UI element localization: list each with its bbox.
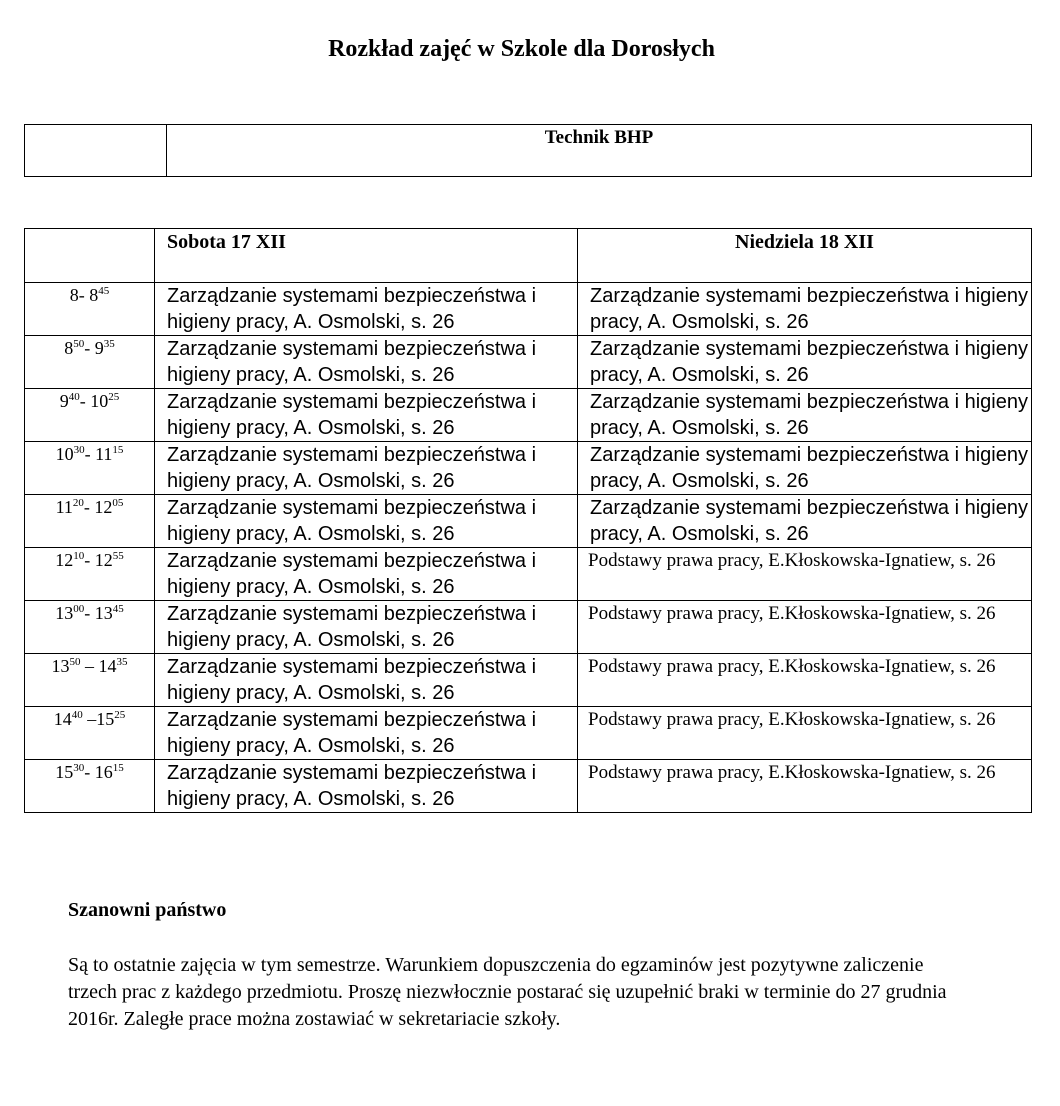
time-slot bbox=[25, 389, 155, 442]
time-slot bbox=[25, 495, 155, 548]
saturday-lesson: Zarządzanie systemami bezpieczeństwa i higieny pracy, A. Osmolski, s. 26 bbox=[155, 601, 578, 654]
time-end-minutes: 45 bbox=[98, 285, 110, 297]
time-end-minutes: 45 bbox=[112, 603, 124, 615]
time-end-minutes: 15 bbox=[112, 444, 124, 456]
sunday-lesson: Podstawy prawa pracy, E.Kłoskowska-Ignatiew, s. 26 bbox=[578, 548, 1032, 601]
time-slot bbox=[25, 548, 155, 601]
time-end-hour: - 10 bbox=[79, 391, 109, 411]
time-end-hour: - 11 bbox=[84, 444, 113, 464]
sunday-lesson: Podstawy prawa pracy, E.Kłoskowska-Ignatiew, s. 26 bbox=[578, 760, 1032, 813]
sunday-lesson: Zarządzanie systemami bezpieczeństwa i higieny pracy, A. Osmolski, s. 26 bbox=[578, 283, 1032, 336]
sunday-lesson: Zarządzanie systemami bezpieczeństwa i higieny pracy, A. Osmolski, s. 26 bbox=[578, 442, 1032, 495]
schedule-row bbox=[25, 495, 1032, 548]
time-start-minutes: 30 bbox=[73, 762, 85, 774]
schedule-row bbox=[25, 760, 1032, 813]
notice-heading: Szanowni państwo bbox=[68, 899, 227, 921]
program-name: Technik BHP bbox=[167, 125, 1032, 177]
time-end-hour: - 12 bbox=[84, 550, 113, 570]
time-end-hour: - 12 bbox=[83, 497, 113, 517]
time-end-minutes: 25 bbox=[108, 391, 120, 403]
sunday-lesson: Zarządzanie systemami bezpieczeństwa i higieny pracy, A. Osmolski, s. 26 bbox=[578, 389, 1032, 442]
time-end-hour: - 13 bbox=[84, 603, 113, 623]
time-start-minutes: 20 bbox=[72, 497, 84, 509]
time-end-hour: - 9 bbox=[84, 338, 104, 358]
sunday-lesson: Podstawy prawa pracy, E.Kłoskowska-Ignatiew, s. 26 bbox=[578, 707, 1032, 760]
program-table bbox=[24, 124, 1032, 177]
schedule-row bbox=[25, 336, 1032, 389]
time-start-hour: 9 bbox=[59, 391, 69, 411]
time-end-minutes: 05 bbox=[112, 497, 124, 509]
saturday-lesson: Zarządzanie systemami bezpieczeństwa i higieny pracy, A. Osmolski, s. 26 bbox=[155, 760, 578, 813]
schedule-header-row bbox=[25, 229, 1032, 283]
schedule-row bbox=[25, 548, 1032, 601]
schedule-body bbox=[25, 283, 1032, 813]
header-time-cell bbox=[25, 229, 155, 283]
saturday-lesson: Zarządzanie systemami bezpieczeństwa i higieny pracy, A. Osmolski, s. 26 bbox=[155, 336, 578, 389]
time-slot bbox=[25, 707, 155, 760]
schedule-table bbox=[24, 228, 1032, 813]
time-end-minutes: 55 bbox=[112, 550, 124, 562]
time-start-hour: 15 bbox=[55, 762, 74, 782]
notice-body: Są to ostatnie zajęcia w tym semestrze. Warunkiem dopuszczenia do egzaminów jest pozytywne zaliczenie trzech prac z każdego przedmiotu. Proszę niezwłocznie postarać się uzupełnić braki w terminie do 27 grudnia 2016r. Zaległe prace można zostawiać w sekretariacie szkoły. bbox=[68, 954, 947, 1030]
time-end-minutes: 35 bbox=[103, 338, 115, 350]
time-start-hour: 10 bbox=[55, 444, 74, 464]
time-slot bbox=[25, 442, 155, 495]
time-start-hour: 13 bbox=[51, 656, 70, 676]
time-slot bbox=[25, 601, 155, 654]
saturday-lesson: Zarządzanie systemami bezpieczeństwa i higieny pracy, A. Osmolski, s. 26 bbox=[155, 495, 578, 548]
saturday-lesson: Zarządzanie systemami bezpieczeństwa i higieny pracy, A. Osmolski, s. 26 bbox=[155, 654, 578, 707]
time-slot bbox=[25, 283, 155, 336]
time-end-minutes: 25 bbox=[114, 709, 126, 721]
time-end-hour: - 8 bbox=[78, 285, 99, 305]
saturday-lesson: Zarządzanie systemami bezpieczeństwa i higieny pracy, A. Osmolski, s. 26 bbox=[155, 283, 578, 336]
time-end-minutes: 15 bbox=[112, 762, 124, 774]
header-saturday: Sobota 17 XII bbox=[155, 229, 578, 283]
time-slot bbox=[25, 654, 155, 707]
sunday-lesson: Podstawy prawa pracy, E.Kłoskowska-Ignatiew, s. 26 bbox=[578, 654, 1032, 707]
time-start-minutes: 40 bbox=[71, 709, 83, 721]
saturday-lesson: Zarządzanie systemami bezpieczeństwa i higieny pracy, A. Osmolski, s. 26 bbox=[155, 548, 578, 601]
schedule-row bbox=[25, 601, 1032, 654]
notice bbox=[68, 897, 968, 1033]
schedule-row bbox=[25, 707, 1032, 760]
time-end-hour: – 14 bbox=[80, 656, 117, 676]
schedule-row bbox=[25, 283, 1032, 336]
saturday-lesson: Zarządzanie systemami bezpieczeństwa i higieny pracy, A. Osmolski, s. 26 bbox=[155, 442, 578, 495]
schedule-row bbox=[25, 389, 1032, 442]
time-end-minutes: 35 bbox=[116, 656, 128, 668]
sunday-lesson: Podstawy prawa pracy, E.Kłoskowska-Ignatiew, s. 26 bbox=[578, 601, 1032, 654]
saturday-lesson: Zarządzanie systemami bezpieczeństwa i higieny pracy, A. Osmolski, s. 26 bbox=[155, 707, 578, 760]
time-start-minutes: 40 bbox=[68, 391, 80, 403]
time-start-hour: 12 bbox=[55, 550, 74, 570]
program-empty-cell bbox=[25, 125, 167, 177]
header-sunday: Niedziela 18 XII bbox=[578, 229, 1032, 283]
schedule-row bbox=[25, 654, 1032, 707]
time-end-hour: - 16 bbox=[84, 762, 113, 782]
time-start-hour: 8 bbox=[64, 338, 74, 358]
time-start-hour: 14 bbox=[53, 709, 72, 729]
saturday-lesson: Zarządzanie systemami bezpieczeństwa i higieny pracy, A. Osmolski, s. 26 bbox=[155, 389, 578, 442]
sunday-lesson: Zarządzanie systemami bezpieczeństwa i higieny pracy, A. Osmolski, s. 26 bbox=[578, 336, 1032, 389]
time-start-minutes: 30 bbox=[73, 444, 85, 456]
time-start-hour: 11 bbox=[55, 497, 73, 517]
time-slot bbox=[25, 760, 155, 813]
page-title: Rozkład zajęć w Szkole dla Dorosłych bbox=[328, 36, 715, 62]
time-start-hour: 13 bbox=[55, 603, 74, 623]
time-start-minutes: 10 bbox=[73, 550, 85, 562]
time-start-minutes: 50 bbox=[69, 656, 81, 668]
schedule-row bbox=[25, 442, 1032, 495]
sunday-lesson: Zarządzanie systemami bezpieczeństwa i higieny pracy, A. Osmolski, s. 26 bbox=[578, 495, 1032, 548]
time-slot bbox=[25, 336, 155, 389]
time-start-hour: 8 bbox=[69, 285, 79, 305]
time-end-hour: –15 bbox=[82, 709, 115, 729]
time-start-minutes: 00 bbox=[73, 603, 85, 615]
time-start-minutes: 50 bbox=[73, 338, 85, 350]
